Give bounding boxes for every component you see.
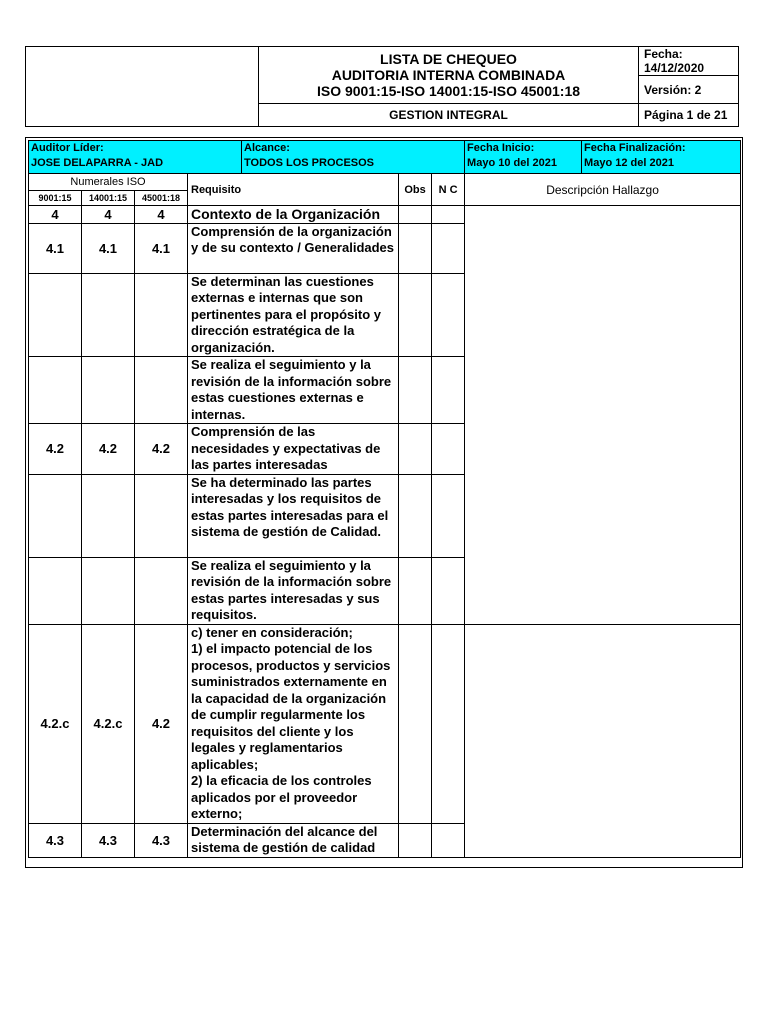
descripcion-cell[interactable]	[465, 206, 741, 625]
start-date-cell	[465, 141, 582, 174]
numeral-14001	[82, 357, 135, 424]
numeral-45001: 4.1	[135, 223, 188, 273]
requisito-text: Comprensión de las necesidades y expectativas de las partes interesadas	[188, 424, 399, 475]
descripcion-header: Descripción Hallazgo	[465, 174, 741, 206]
obs-cell[interactable]	[399, 273, 432, 357]
numeral-14001	[82, 273, 135, 357]
title-line-1: LISTA DE CHEQUEO	[380, 51, 517, 67]
numeral-14001: 4.1	[82, 223, 135, 273]
numeral-9001: 4	[29, 206, 82, 224]
numeral-45001	[135, 273, 188, 357]
nc-cell[interactable]	[432, 823, 465, 857]
requisito-text: Comprensión de la organización y de su contexto / Generalidades	[188, 223, 399, 273]
start-date-value: Mayo 10 del 2021	[467, 157, 557, 169]
obs-cell[interactable]	[399, 474, 432, 557]
numeral-9001	[29, 357, 82, 424]
nc-header: N C	[432, 174, 465, 206]
numeral-9001	[29, 273, 82, 357]
nc-cell[interactable]	[432, 206, 465, 224]
obs-cell[interactable]	[399, 557, 432, 624]
end-date-label: Fecha Finalización:	[584, 142, 686, 154]
auditor-label: Auditor Líder:	[31, 142, 104, 154]
requisito-text: Contexto de la Organización	[188, 206, 399, 224]
nc-cell[interactable]	[432, 424, 465, 475]
numeral-9001: 4.3	[29, 823, 82, 857]
requisito-text: c) tener en consideración; 1) el impacto potencial de los procesos, productos y servicios suministrados externamente en la capacidad de la organización de cumplir regularmente los requisitos del cliente y los legales y reglamentarios aplicables; 2) la eficacia de los controles aplicados por el proveedor externo;	[188, 624, 399, 823]
numerales-header: Numerales ISO	[29, 174, 188, 191]
numeral-45001: 4.2	[135, 624, 188, 823]
numeral-45001	[135, 357, 188, 424]
table-row	[29, 624, 741, 823]
auditor-cell	[29, 141, 242, 174]
end-date-value: Mayo 12 del 2021	[584, 157, 674, 169]
checklist-table	[28, 140, 741, 858]
numeral-14001	[82, 557, 135, 624]
numeral-45001	[135, 474, 188, 557]
requisito-text: Se realiza el seguimiento y la revisión de la información sobre estas cuestiones externas e internas.	[188, 357, 399, 424]
column-header-row	[29, 174, 741, 191]
document-subtitle: GESTION INTEGRAL	[259, 104, 639, 127]
descripcion-cell[interactable]	[465, 624, 741, 857]
requisito-header: Requisito	[188, 174, 399, 206]
logo-area	[26, 47, 259, 127]
document-header	[25, 46, 739, 127]
nc-cell[interactable]	[432, 223, 465, 273]
auditor-value: JOSE DELAPARRA - JAD	[31, 157, 164, 169]
numeral-45001: 4.2	[135, 424, 188, 475]
nc-cell[interactable]	[432, 474, 465, 557]
title-line-2: AUDITORIA INTERNA COMBINADA	[331, 67, 566, 83]
nc-cell[interactable]	[432, 273, 465, 357]
requisito-text: Se realiza el seguimiento y la revisión de la información sobre estas partes interesadas y sus requisitos.	[188, 557, 399, 624]
obs-header: Obs	[399, 174, 432, 206]
numeral-14001: 4.2.c	[82, 624, 135, 823]
numeral-45001: 4.3	[135, 823, 188, 857]
alcance-value: TODOS LOS PROCESOS	[244, 157, 375, 169]
numeral-14001: 4	[82, 206, 135, 224]
requisito-text: Se determinan las cuestiones externas e internas que son pertinentes para el propósito y dirección estratégica de la organización.	[188, 273, 399, 357]
numeral-9001: 4.2	[29, 424, 82, 475]
table-row	[29, 206, 741, 224]
obs-cell[interactable]	[399, 223, 432, 273]
obs-cell[interactable]	[399, 823, 432, 857]
numeral-9001	[29, 474, 82, 557]
numeral-14001: 4.2	[82, 424, 135, 475]
std-45001-header: 45001:18	[135, 191, 188, 206]
requisito-text: Determinación del alcance del sistema de gestión de calidad	[188, 823, 399, 857]
checklist-frame	[25, 137, 743, 868]
std-9001-header: 9001:15	[29, 191, 82, 206]
obs-cell[interactable]	[399, 357, 432, 424]
end-date-cell	[582, 141, 741, 174]
page-number: Página 1 de 21	[639, 104, 739, 127]
version-field: Versión: 2	[639, 76, 739, 104]
start-date-label: Fecha Inicio:	[467, 142, 535, 154]
obs-cell[interactable]	[399, 206, 432, 224]
numeral-45001	[135, 557, 188, 624]
obs-cell[interactable]	[399, 624, 432, 823]
info-row	[29, 141, 741, 174]
alcance-cell	[242, 141, 465, 174]
numeral-9001: 4.1	[29, 223, 82, 273]
obs-cell[interactable]	[399, 424, 432, 475]
nc-cell[interactable]	[432, 624, 465, 823]
date-field: Fecha: 14/12/2020	[639, 47, 739, 76]
numeral-9001	[29, 557, 82, 624]
numeral-45001: 4	[135, 206, 188, 224]
alcance-label: Alcance:	[244, 142, 290, 154]
nc-cell[interactable]	[432, 557, 465, 624]
requisito-text: Se ha determinado las partes interesadas y los requisitos de estas partes interesadas para el sistema de gestión de Calidad.	[188, 474, 399, 557]
numeral-14001: 4.3	[82, 823, 135, 857]
std-14001-header: 14001:15	[82, 191, 135, 206]
document-title	[259, 47, 639, 104]
numeral-9001: 4.2.c	[29, 624, 82, 823]
numeral-14001	[82, 474, 135, 557]
nc-cell[interactable]	[432, 357, 465, 424]
title-line-3: ISO 9001:15-ISO 14001:15-ISO 45001:18	[316, 83, 581, 99]
